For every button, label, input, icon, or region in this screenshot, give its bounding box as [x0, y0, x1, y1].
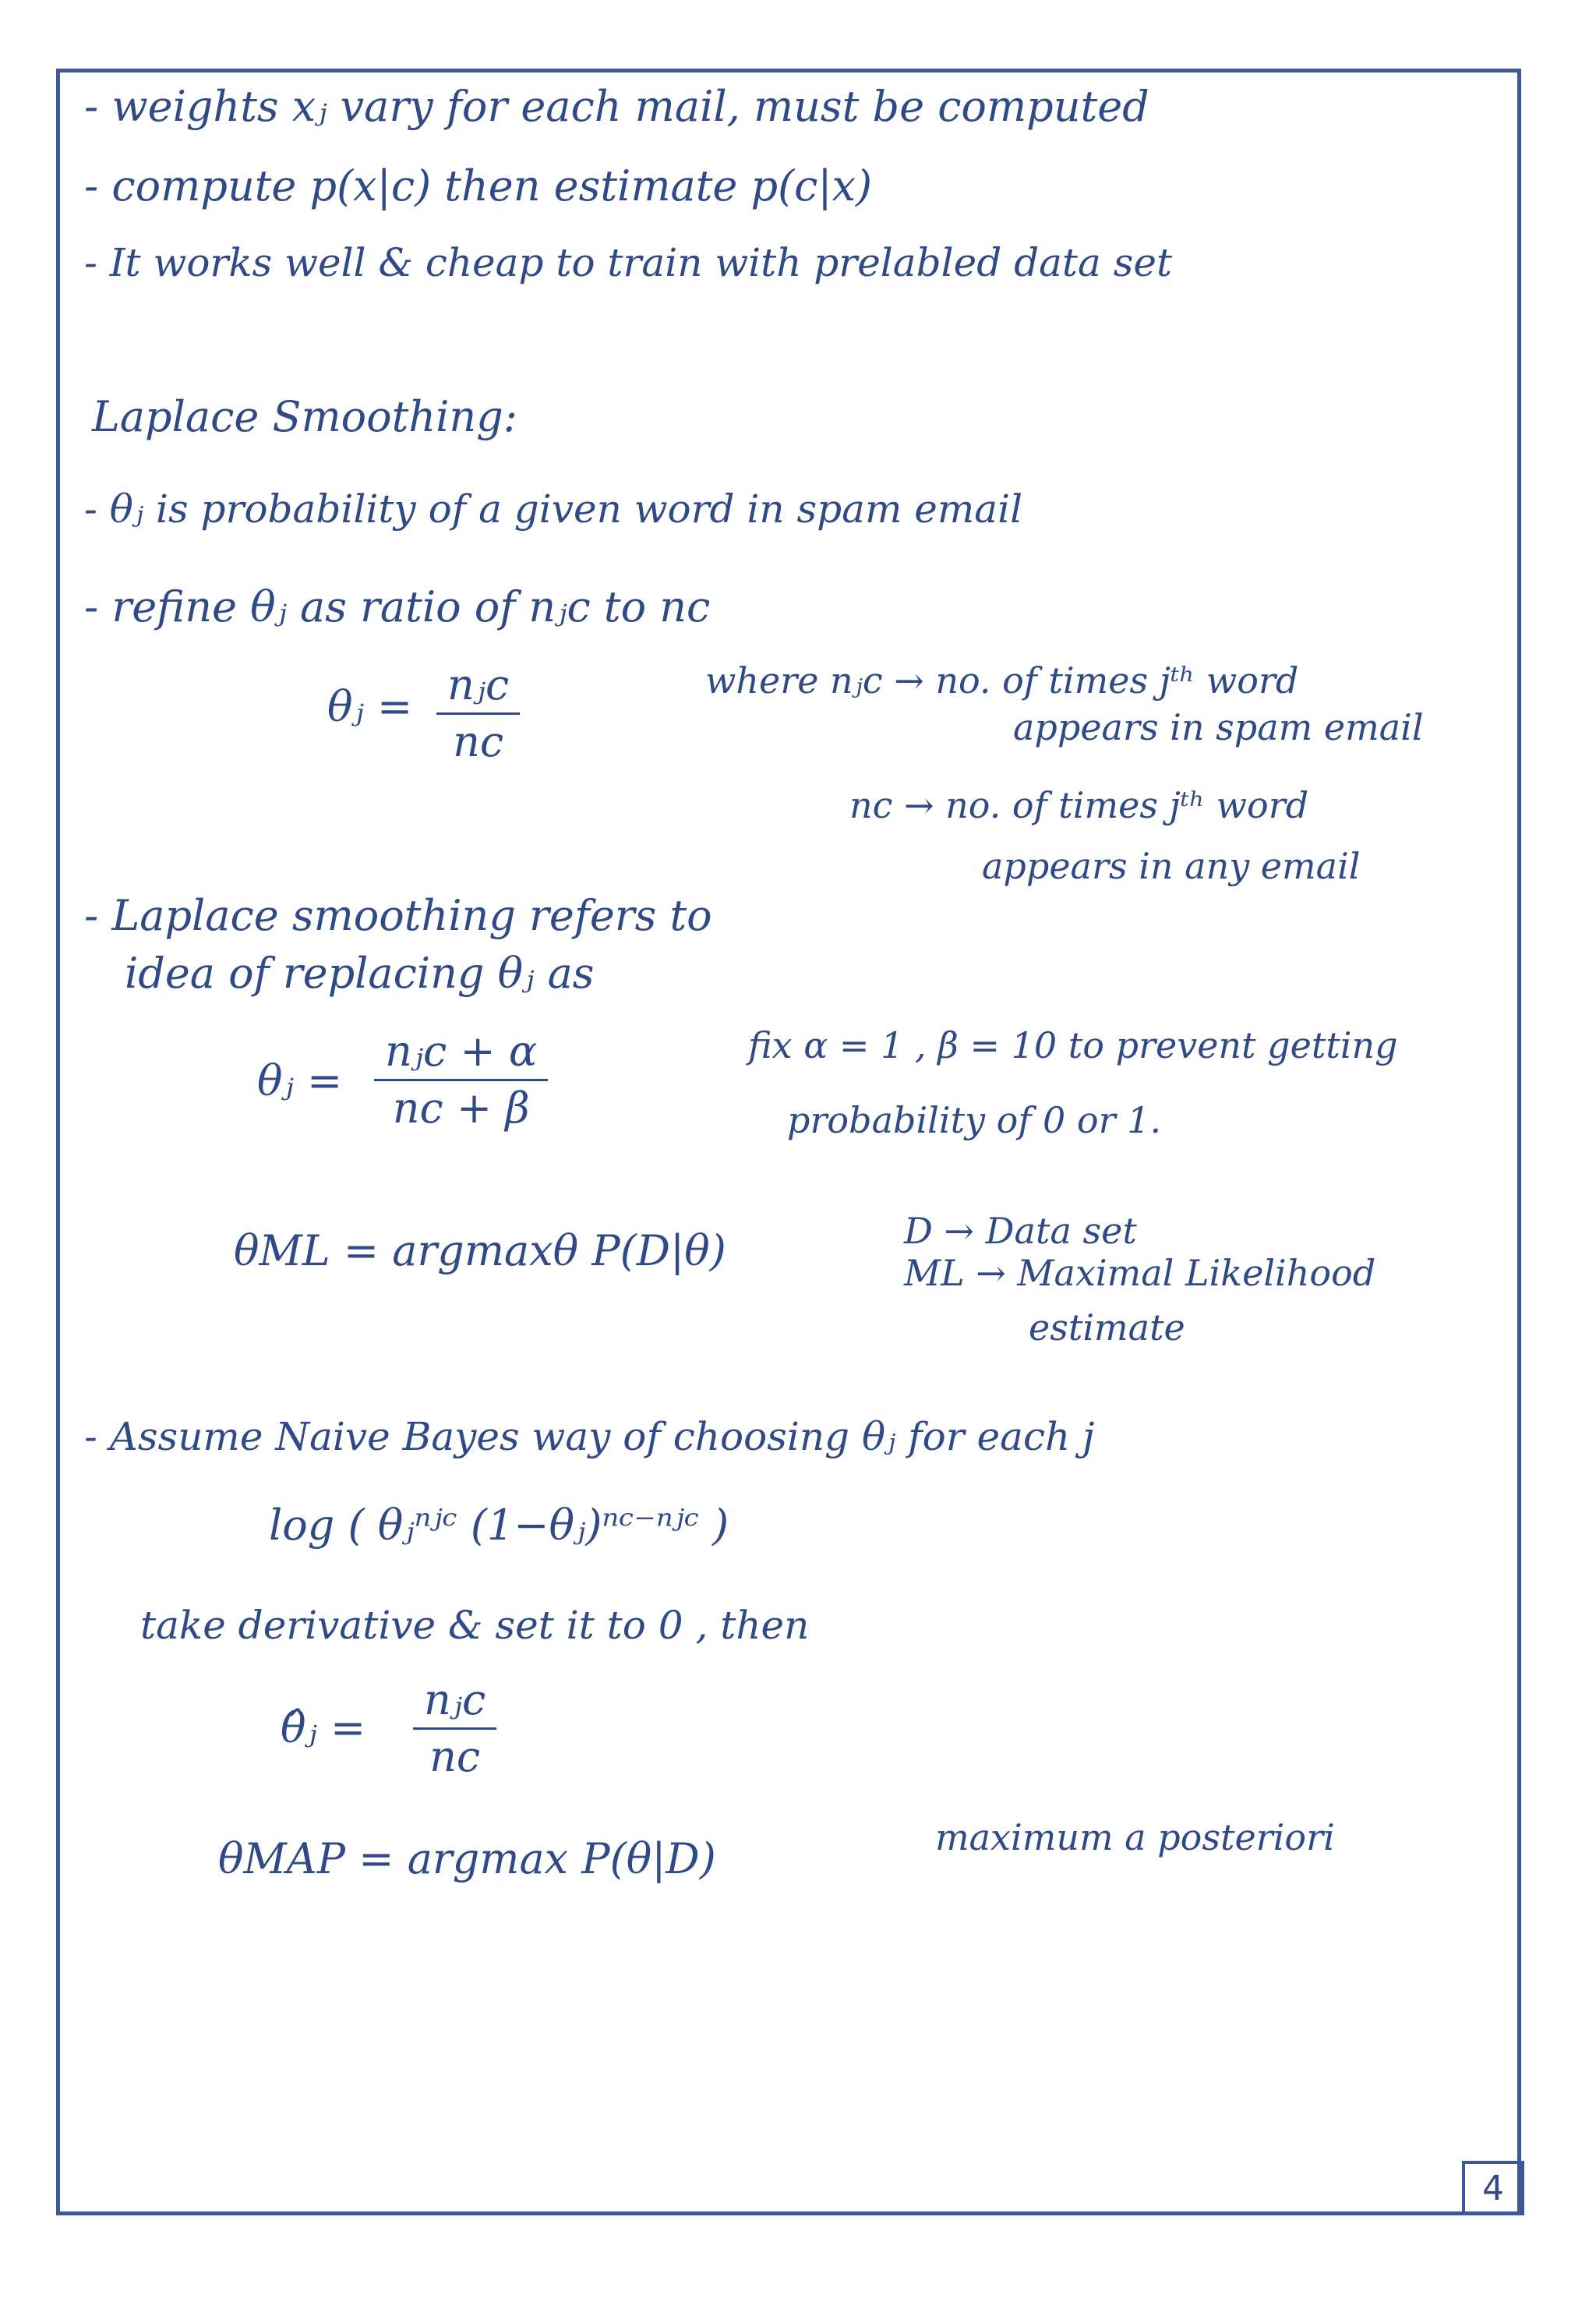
eq1-fraction-bar: [436, 712, 520, 715]
eq1-lhs: θⱼ =: [327, 682, 413, 731]
note-bullet-works-well: - It works well & cheap to train with prelabled data set: [84, 240, 1173, 285]
eq3-numerator: nⱼc: [424, 1675, 486, 1724]
ml-definition-line1: ML → Maximal Likelihood: [904, 1252, 1376, 1294]
map-definition: maximum a posteriori: [935, 1816, 1335, 1858]
laplace-def-line1: - Laplace smoothing refers to: [84, 891, 712, 940]
laplace-heading: Laplace Smoothing:: [92, 392, 517, 441]
eq2-numerator: nⱼc + α: [385, 1027, 538, 1076]
derivative-step: take derivative & set it to 0 , then: [140, 1603, 810, 1648]
eq1-fraction: [436, 661, 520, 766]
eq2-denominator: nc + β: [392, 1084, 530, 1133]
log-likelihood-expression: log ( θⱼⁿʲᶜ (1−θⱼ)ⁿᶜ⁻ⁿʲᶜ ): [269, 1501, 729, 1550]
where-njc-line1: where nⱼc → no. of times jᵗʰ word: [705, 659, 1299, 702]
ml-definition-line2: estimate: [1029, 1306, 1185, 1349]
note-bullet-weights: - weights xⱼ vary for each mail, must be computed: [84, 82, 1149, 131]
eq1-denominator: nc: [453, 717, 504, 767]
eq3-fraction-bar: [413, 1727, 496, 1730]
page-border: [56, 69, 1521, 2215]
fix-alpha-beta-line1: fix α = 1 , β = 10 to prevent getting: [748, 1024, 1398, 1066]
map-equation: θMAP = argmax P(θ|D): [218, 1834, 716, 1883]
eq3-denominator: nc: [429, 1732, 481, 1782]
eq3-fraction: [413, 1676, 496, 1781]
ml-equation: θML = argmaxθ P(D|θ): [234, 1226, 726, 1275]
note-bullet-refine: - refine θⱼ as ratio of nⱼc to nc: [84, 582, 711, 631]
eq2-fraction-bar: [374, 1079, 548, 1081]
nc-def-line2: appears in any email: [982, 845, 1361, 887]
note-bullet-theta-prob: - θⱼ is probability of a given word in spam email: [84, 486, 1023, 532]
eq1-numerator: nⱼc: [447, 660, 510, 709]
assume-naive-bayes: - Assume Naive Bayes way of choosing θⱼ for each j: [84, 1414, 1095, 1459]
fix-alpha-beta-line2: probability of 0 or 1.: [787, 1099, 1162, 1141]
eq2-fraction: [374, 1027, 548, 1133]
eq2-lhs: θⱼ =: [257, 1056, 343, 1105]
d-definition: D → Data set: [904, 1210, 1137, 1252]
page-number: 4: [1462, 2161, 1524, 2215]
nc-def-line1: nc → no. of times jᵗʰ word: [849, 784, 1309, 826]
eq3-lhs: θ̂ⱼ =: [281, 1703, 366, 1752]
where-njc-line2: appears in spam email: [1013, 706, 1424, 748]
note-bullet-compute: - compute p(x|c) then estimate p(c|x): [84, 161, 873, 210]
laplace-def-line2: idea of replacing θⱼ as: [125, 949, 595, 998]
